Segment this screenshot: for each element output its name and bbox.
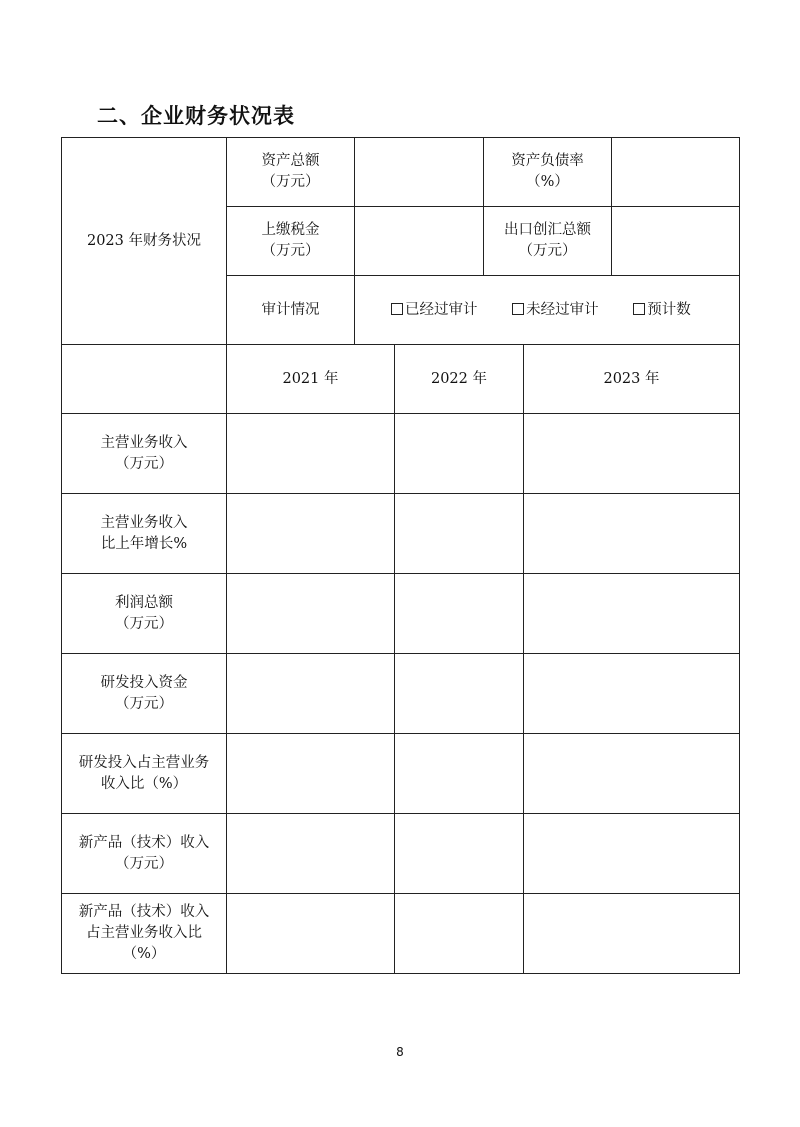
value-cell[interactable]	[227, 414, 395, 494]
table-row-revenue-growth	[62, 494, 740, 574]
table-row-assets	[62, 138, 740, 207]
tax-paid-unit: （万元）	[261, 243, 320, 259]
debt-ratio-label: 资产负债率	[511, 153, 584, 169]
audit-options-cell	[355, 276, 740, 345]
tax-paid-value-cell[interactable]	[355, 207, 484, 276]
checkbox-icon[interactable]	[391, 303, 403, 315]
table-row-rd-ratio	[62, 734, 740, 814]
table-row-years	[62, 345, 740, 414]
value-cell[interactable]	[524, 574, 740, 654]
value-cell[interactable]	[524, 814, 740, 894]
export-total-unit: （万元）	[518, 243, 577, 259]
page-number: 8	[396, 1045, 404, 1059]
row-label: 新产品（技术）收入 占主营业务收入比 （%）	[62, 894, 227, 974]
row-label: 新产品（技术）收入 （万元）	[62, 814, 227, 894]
year-header-2021: 2021 年	[227, 345, 395, 414]
value-cell[interactable]	[395, 894, 524, 974]
audit-option-estimated[interactable]: 预计数	[633, 300, 691, 321]
debt-ratio-value-cell[interactable]	[612, 138, 740, 207]
total-assets-value-cell[interactable]	[355, 138, 484, 207]
audit-label: 审计情况	[261, 301, 320, 318]
value-cell[interactable]	[395, 814, 524, 894]
tax-paid-label: 上缴税金	[261, 222, 320, 238]
year-header-2022: 2022 年	[395, 345, 524, 414]
table-row-main-revenue	[62, 414, 740, 494]
summary-label: 2023 年财务状况	[86, 232, 201, 249]
audit-option-not-audited[interactable]: 未经过审计	[512, 300, 599, 321]
debt-ratio-unit: （%）	[526, 174, 569, 190]
value-cell[interactable]	[524, 654, 740, 734]
row-label: 主营业务收入 （万元）	[62, 414, 227, 494]
value-cell[interactable]	[227, 734, 395, 814]
summary-label-cell	[62, 138, 227, 345]
audit-label-cell	[227, 276, 355, 345]
value-cell[interactable]	[395, 574, 524, 654]
value-cell[interactable]	[524, 894, 740, 974]
audit-option-audited[interactable]: 已经过审计	[391, 300, 478, 321]
value-cell[interactable]	[227, 654, 395, 734]
row-label: 研发投入资金 （万元）	[62, 654, 227, 734]
value-cell[interactable]	[524, 414, 740, 494]
value-cell[interactable]	[395, 734, 524, 814]
value-cell[interactable]	[227, 814, 395, 894]
export-total-label-cell	[484, 207, 612, 276]
page-title: 二、企业财务状况表	[97, 104, 295, 128]
year-header-2023: 2023 年	[524, 345, 740, 414]
table-row-total-profit	[62, 574, 740, 654]
value-cell[interactable]	[227, 494, 395, 574]
debt-ratio-label-cell	[484, 138, 612, 207]
row-label: 主营业务收入 比上年增长%	[62, 494, 227, 574]
row-label: 利润总额 （万元）	[62, 574, 227, 654]
checkbox-icon[interactable]	[633, 303, 645, 315]
table-row-rd-funds	[62, 654, 740, 734]
total-assets-unit: （万元）	[261, 174, 320, 190]
year-header-blank	[62, 345, 227, 414]
checkbox-icon[interactable]	[512, 303, 524, 315]
value-cell[interactable]	[524, 734, 740, 814]
tax-paid-label-cell	[227, 207, 355, 276]
total-assets-label: 资产总额	[261, 153, 320, 169]
export-total-label: 出口创汇总额	[504, 222, 591, 238]
value-cell[interactable]	[227, 894, 395, 974]
table-row-new-product-revenue	[62, 814, 740, 894]
total-assets-label-cell	[227, 138, 355, 207]
value-cell[interactable]	[395, 494, 524, 574]
value-cell[interactable]	[395, 414, 524, 494]
export-total-value-cell[interactable]	[612, 207, 740, 276]
value-cell[interactable]	[395, 654, 524, 734]
row-label: 研发投入占主营业务 收入比（%）	[62, 734, 227, 814]
financial-status-table	[61, 137, 740, 974]
value-cell[interactable]	[227, 574, 395, 654]
table-row-new-product-ratio	[62, 894, 740, 974]
value-cell[interactable]	[524, 494, 740, 574]
